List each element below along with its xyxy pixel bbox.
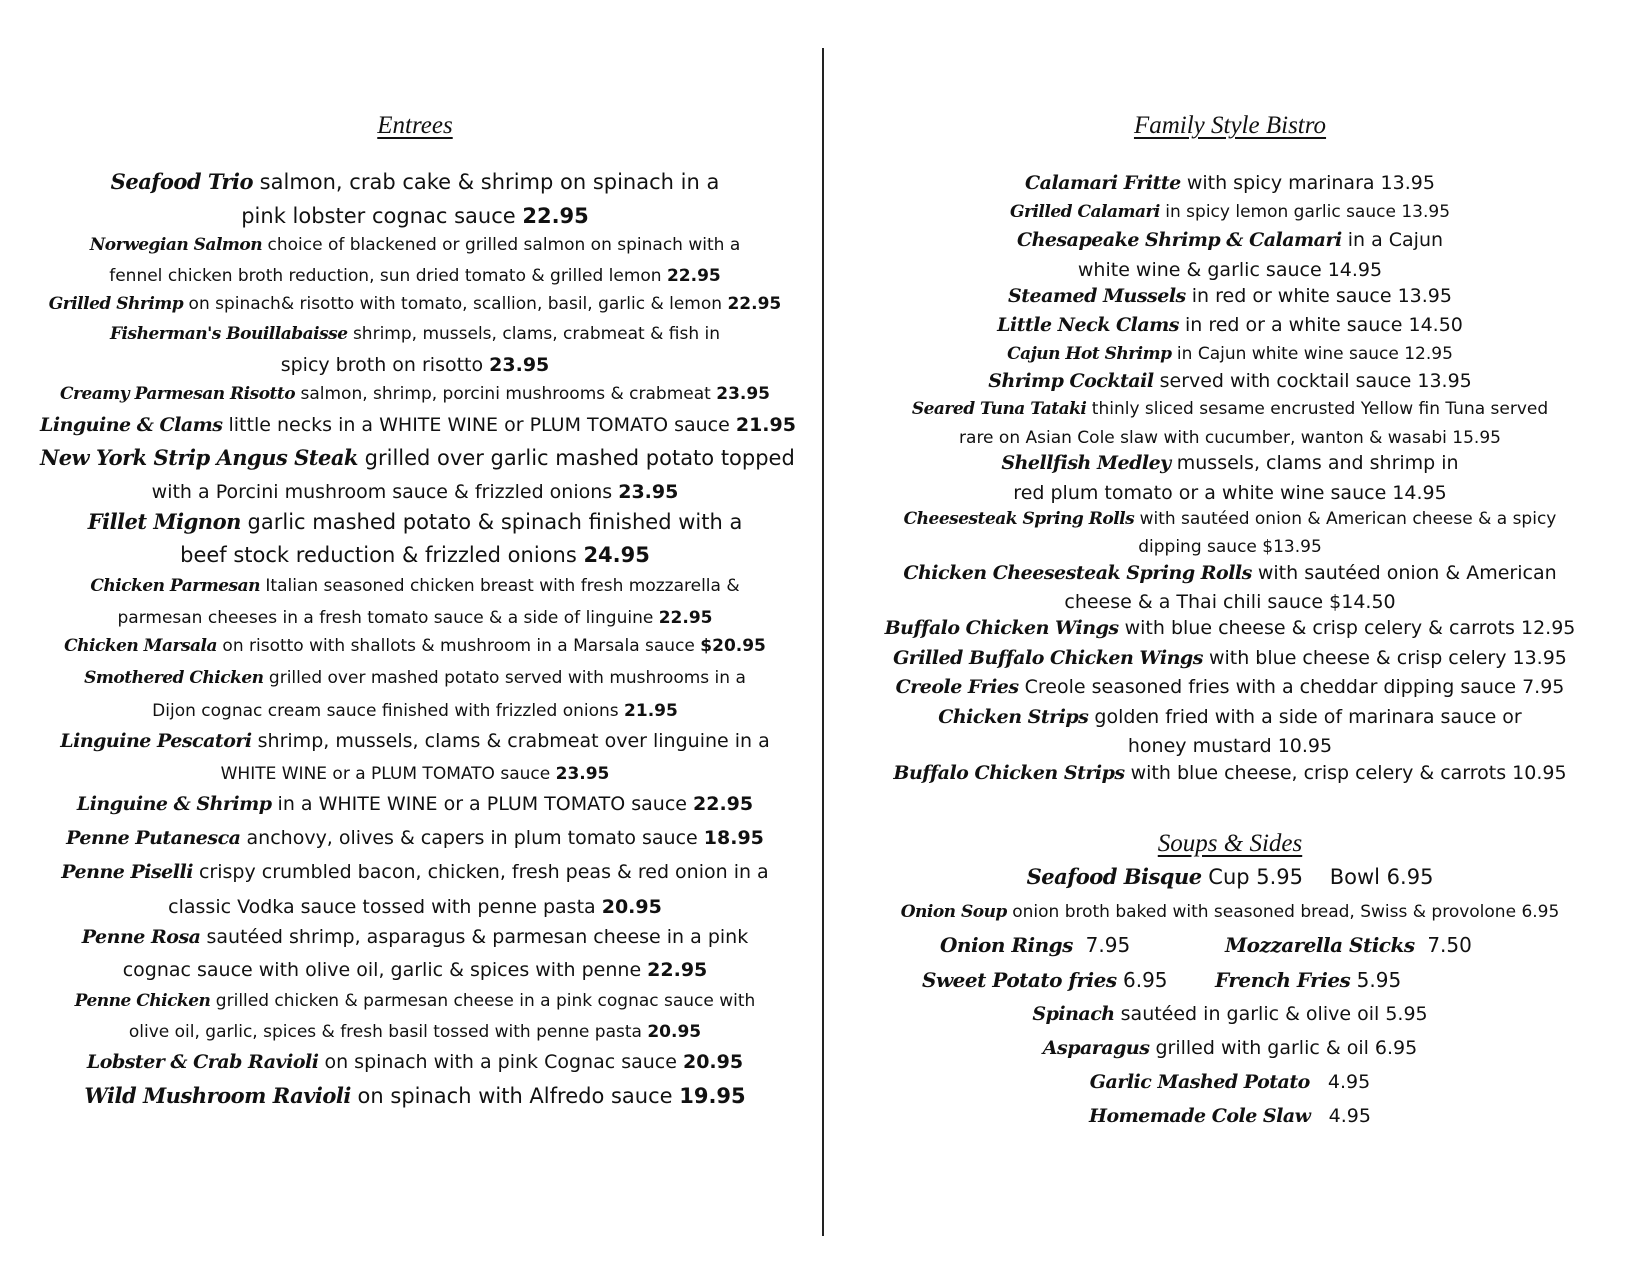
item-name: Creole Fries <box>895 676 1019 698</box>
item-description: parmesan cheeses in a fresh tomato sauce & a side of linguine <box>117 608 659 628</box>
item-name: Penne Putanesca <box>66 827 241 849</box>
item-name: Onion Soup <box>900 902 1007 922</box>
menu-item-mozzarella-sticks <box>1225 933 1472 957</box>
item-description: sautéed in garlic & olive oil 5.95 <box>1114 1003 1428 1025</box>
item-price: 6.95 <box>1122 968 1168 992</box>
menu-item-continuation <box>40 762 790 786</box>
item-price: 19.95 <box>679 1084 746 1108</box>
item-name: Seared Tuna Tataki <box>911 399 1087 419</box>
menu-item <box>40 826 790 850</box>
item-description: garlic mashed potato & spinach finished with a <box>240 510 743 534</box>
item-name: Garlic Mashed Potato <box>1089 1071 1310 1093</box>
item-description: rare on Asian Cole slaw with cucumber, wanton & wasabi 15.95 <box>959 428 1501 448</box>
item-description: pink lobster cognac sauce <box>241 204 523 228</box>
menu-item <box>40 989 790 1013</box>
item-name: Asparagus <box>1042 1037 1150 1059</box>
item-price: 21.95 <box>735 414 796 436</box>
item-price: 23.95 <box>716 384 771 404</box>
menu-item-continuation <box>40 1020 790 1044</box>
item-description: salmon, crab cake & shrimp on spinach in a <box>253 170 720 194</box>
item-price: 7.95 <box>1085 933 1131 957</box>
item-price: 24.95 <box>583 543 650 567</box>
item-description: with blue cheese & crisp celery & carrots 12.95 <box>1118 617 1576 639</box>
menu-item <box>40 860 790 884</box>
menu-item <box>40 292 790 316</box>
item-description: onion broth baked with seasoned bread, Swiss & provolone 6.95 <box>1006 902 1560 922</box>
item-name: Linguine & Shrimp <box>76 793 272 815</box>
item-bowl-price: Bowl 6.95 <box>1329 865 1434 889</box>
item-name: Homemade Cole Slaw <box>1089 1105 1311 1127</box>
menu-item <box>40 1050 790 1074</box>
item-name: Chicken Marsala <box>64 636 218 656</box>
item-description: in red or a white sauce 14.50 <box>1178 314 1463 336</box>
item-name: Shrimp Cocktail <box>988 370 1154 392</box>
menu-item-onion-soup <box>850 900 1610 924</box>
item-name: Grilled Calamari <box>1009 202 1160 222</box>
item-description: olive oil, garlic, spices & fresh basil tossed with penne pasta <box>128 1022 648 1042</box>
item-name: Penne Chicken <box>74 991 211 1011</box>
menu-item <box>40 634 790 658</box>
item-description: with sautéed onion & American cheese & a spicy <box>1134 509 1557 529</box>
item-description: salmon, shrimp, porcini mushrooms & crabmeat <box>295 384 717 404</box>
item-description: thinly sliced sesame encrusted Yellow fin Tuna served <box>1086 399 1549 419</box>
menu-item <box>850 284 1610 308</box>
menu-item <box>850 369 1610 393</box>
item-name: Creamy Parmesan Risotto <box>59 384 296 404</box>
item-price: 22.95 <box>666 266 721 286</box>
item-description: grilled chicken & parmesan cheese in a pink cognac sauce with <box>210 991 756 1011</box>
menu-item <box>850 761 1610 785</box>
menu-item <box>850 616 1610 640</box>
item-description: with spicy marinara 13.95 <box>1180 172 1435 194</box>
menu-item-onion-rings <box>940 933 1130 957</box>
menu-item <box>40 666 790 690</box>
menu-item <box>850 507 1610 531</box>
item-description: Italian seasoned chicken breast with fresh mozzarella & <box>259 576 740 596</box>
item-name: Penne Piselli <box>61 861 193 883</box>
menu-item-continuation <box>850 535 1610 559</box>
menu-item-continuation <box>850 258 1610 282</box>
item-price: 7.50 <box>1427 933 1472 957</box>
menu-item <box>40 729 790 753</box>
item-name: Penne Rosa <box>81 926 201 948</box>
item-price: 22.95 <box>658 608 713 628</box>
item-description: Creole seasoned fries with a cheddar dipping sauce 7.95 <box>1018 676 1565 698</box>
menu-item-continuation <box>40 699 790 723</box>
item-description: white wine & garlic sauce 14.95 <box>1077 259 1383 281</box>
menu-item-continuation <box>40 606 790 630</box>
menu-item <box>850 171 1610 195</box>
item-description: with a Porcini mushroom sauce & frizzled onions <box>151 481 619 503</box>
menu-item <box>850 397 1610 421</box>
item-price: 22.95 <box>522 204 589 228</box>
menu-item-continuation <box>850 481 1610 505</box>
item-description: in Cajun white wine sauce 12.95 <box>1171 344 1453 364</box>
menu-item <box>40 792 790 816</box>
item-name: Cheesesteak Spring Rolls <box>903 509 1135 529</box>
item-description: mussels, clams and shrimp in <box>1170 452 1459 474</box>
item-description: sautéed shrimp, asparagus & parmesan cheese in a pink <box>200 926 749 948</box>
item-description: shrimp, mussels, clams & crabmeat over linguine in a <box>251 730 770 752</box>
menu-item <box>850 561 1610 585</box>
menu-item <box>40 322 790 346</box>
item-description: with sautéed onion & American <box>1251 562 1557 584</box>
menu-item-asparagus <box>850 1036 1610 1060</box>
item-name: Shellfish Medley <box>1001 452 1171 474</box>
item-name: Spinach <box>1032 1003 1115 1025</box>
menu-item <box>40 382 790 406</box>
menu-item-garlic-mashed-potato <box>850 1070 1610 1094</box>
item-name: Fillet Mignon <box>87 509 241 534</box>
item-name: Chicken Parmesan <box>90 576 260 596</box>
item-description: little necks in a WHITE WINE or PLUM TOMATO sauce <box>222 414 736 436</box>
column-divider <box>822 48 824 1236</box>
menu-item <box>850 451 1610 475</box>
entrees-title: Entrees <box>377 112 453 139</box>
item-name: Chesapeake Shrimp & Calamari <box>1016 229 1342 251</box>
item-description: golden fried with a side of marinara sauce or <box>1088 706 1522 728</box>
menu-item <box>850 342 1610 366</box>
item-description: honey mustard 10.95 <box>1127 735 1333 757</box>
item-name: Cajun Hot Shrimp <box>1007 344 1172 364</box>
item-price: 18.95 <box>703 827 764 849</box>
item-description: anchovy, olives & capers in plum tomato sauce <box>240 827 704 849</box>
menu-item <box>850 646 1610 670</box>
menu-item-continuation <box>40 958 790 982</box>
item-description: grilled over mashed potato served with mushrooms in a <box>263 668 746 688</box>
menu-item-continuation <box>850 734 1610 758</box>
item-description: grilled over garlic mashed potato topped <box>357 446 795 470</box>
item-description: cheese & a Thai chili sauce $14.50 <box>1064 591 1396 613</box>
item-description: choice of blackened or grilled salmon on spinach with a <box>262 235 741 255</box>
item-description: crispy crumbled bacon, chicken, fresh peas & red onion in a <box>192 861 769 883</box>
menu-item <box>850 313 1610 337</box>
item-name: French Fries <box>1215 968 1351 992</box>
menu-item-continuation <box>850 426 1610 450</box>
item-name: Smothered Chicken <box>84 668 264 688</box>
item-name: Steamed Mussels <box>1008 285 1186 307</box>
item-name: Grilled Shrimp <box>48 294 184 314</box>
menu-item <box>40 233 790 257</box>
item-price: 23.95 <box>618 481 679 503</box>
item-price: 5.95 <box>1356 968 1402 992</box>
menu-item <box>850 200 1610 224</box>
item-description: in red or white sauce 13.95 <box>1185 285 1452 307</box>
item-name: Calamari Fritte <box>1025 172 1181 194</box>
item-price: 22.95 <box>727 294 782 314</box>
item-price: $20.95 <box>700 636 766 656</box>
item-name: Little Neck Clams <box>997 314 1179 336</box>
menu-item-seafood-bisque <box>850 865 1610 889</box>
item-description: grilled with garlic & oil 6.95 <box>1149 1037 1418 1059</box>
item-name: Linguine Pescatori <box>60 730 252 752</box>
item-description: in a Cajun <box>1341 229 1444 251</box>
menu-item-french-fries <box>1215 968 1401 992</box>
item-description: Dijon cognac cream sauce finished with frizzled onions <box>152 701 625 721</box>
menu-item-continuation <box>40 353 790 377</box>
menu-item-homemade-cole-slaw <box>850 1104 1610 1128</box>
item-description: dipping sauce $13.95 <box>1138 537 1322 557</box>
menu-item <box>40 170 790 194</box>
bistro-title: Family Style Bistro <box>1133 112 1327 139</box>
menu-item-continuation <box>40 895 790 919</box>
item-name: Lobster & Crab Ravioli <box>86 1051 319 1073</box>
item-name: Fisherman's Bouillabaisse <box>109 324 348 344</box>
item-price: 23.95 <box>489 354 550 376</box>
item-description: on spinach with Alfredo sauce <box>350 1084 680 1108</box>
item-description: fennel chicken broth reduction, sun dried tomato & grilled lemon <box>109 266 667 286</box>
item-description: red plum tomato or a white wine sauce 14.95 <box>1013 482 1447 504</box>
item-price: 22.95 <box>647 959 708 981</box>
menu-item-continuation <box>850 590 1610 614</box>
menu-item <box>40 413 796 437</box>
item-cup-price: Cup 5.95 <box>1201 865 1304 889</box>
item-name: Chicken Cheesesteak Spring Rolls <box>903 562 1252 584</box>
item-name: Linguine & Clams <box>40 414 223 436</box>
item-description: beef stock reduction & frizzled onions <box>180 543 584 567</box>
item-name: New York Strip Angus Steak <box>40 445 358 470</box>
item-name: Grilled Buffalo Chicken Wings <box>893 647 1203 669</box>
item-name: Chicken Strips <box>938 706 1089 728</box>
item-price: 21.95 <box>624 701 678 721</box>
item-description: with blue cheese, crisp celery & carrots 10.95 <box>1124 762 1567 784</box>
item-description: on spinach& risotto with tomato, scallion, basil, garlic & lemon <box>183 294 728 314</box>
item-description: on spinach with a pink Cognac sauce <box>318 1051 683 1073</box>
menu-item <box>850 675 1610 699</box>
menu-item-continuation <box>40 264 790 288</box>
item-description: in a WHITE WINE or a PLUM TOMATO sauce <box>271 793 694 815</box>
menu-item <box>850 705 1610 729</box>
item-description: classic Vodka sauce tossed with penne pasta <box>168 896 602 918</box>
item-price: 22.95 <box>693 793 754 815</box>
item-name: Seafood Bisque <box>1026 864 1202 889</box>
item-name: Sweet Potato fries <box>922 968 1117 992</box>
menu-item-continuation <box>40 543 790 567</box>
item-description: shrimp, mussels, clams, crabmeat & fish in <box>347 324 721 344</box>
item-description: in spicy lemon garlic sauce 13.95 <box>1159 202 1451 222</box>
menu-item-continuation <box>40 480 790 504</box>
item-description: with blue cheese & crisp celery 13.95 <box>1202 647 1567 669</box>
menu-item-spinach <box>850 1002 1610 1026</box>
item-price: 4.95 <box>1327 1071 1371 1093</box>
menu-item <box>40 925 790 949</box>
menu-item-continuation <box>40 204 790 228</box>
item-name: Buffalo Chicken Strips <box>893 762 1125 784</box>
item-price: 4.95 <box>1328 1105 1371 1127</box>
menu-item-sweet-potato-fries <box>922 968 1168 992</box>
item-description: spicy broth on risotto <box>280 354 490 376</box>
menu-item <box>40 510 790 534</box>
menu-item <box>40 1084 790 1108</box>
item-price: 23.95 <box>555 764 610 784</box>
item-description: served with cocktail sauce 13.95 <box>1153 370 1472 392</box>
item-description: WHITE WINE or a PLUM TOMATO sauce <box>220 764 556 784</box>
item-name: Wild Mushroom Ravioli <box>84 1083 351 1108</box>
menu-item <box>40 445 795 470</box>
item-price: 20.95 <box>682 1051 744 1073</box>
menu-item <box>40 574 790 598</box>
item-description: on risotto with shallots & mushroom in a Marsala sauce <box>217 636 701 656</box>
item-name: Seafood Trio <box>110 169 253 194</box>
item-name: Norwegian Salmon <box>89 235 263 255</box>
item-name: Buffalo Chicken Wings <box>884 617 1119 639</box>
item-name: Onion Rings <box>940 933 1073 957</box>
item-name: Mozzarella Sticks <box>1225 933 1415 957</box>
item-description: cognac sauce with olive oil, garlic & spices with penne <box>122 959 648 981</box>
item-price: 20.95 <box>647 1022 702 1042</box>
soups-title: Soups & Sides <box>1157 830 1303 857</box>
menu-item <box>850 228 1610 252</box>
item-price: 20.95 <box>601 896 662 918</box>
